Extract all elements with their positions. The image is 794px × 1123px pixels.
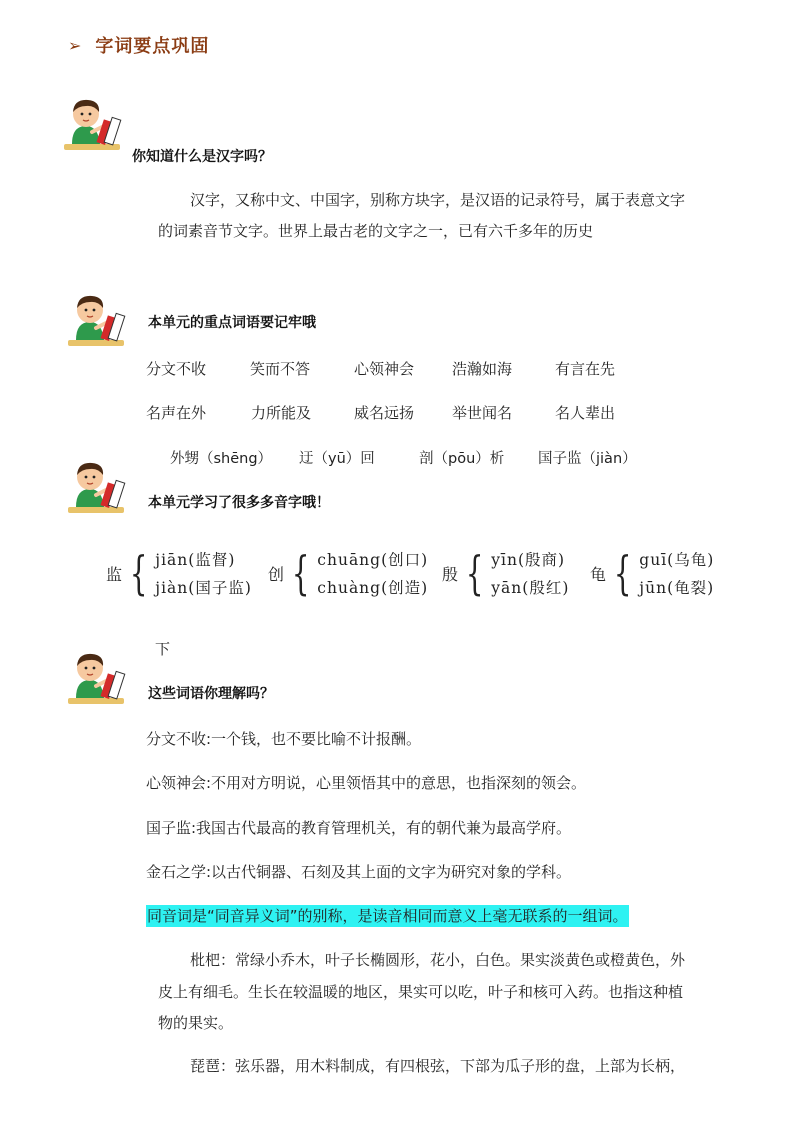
reading-boy-icon: [66, 292, 128, 350]
vocab-word: 举世闻名: [452, 404, 513, 422]
definition-item: 国子监:我国古代最高的教育管理机关，有的朝代兼为最高学府。: [146, 819, 572, 837]
pinyin-word: 外甥（shēng）: [170, 451, 273, 467]
pinyin-word: 剖（pōu）析: [419, 451, 505, 467]
polyphone-reading: jiān(监督): [155, 551, 236, 569]
polyphone-group: [442, 548, 569, 598]
reading-boy-icon: [66, 459, 128, 517]
polyphone-reading: yān(殷红): [491, 579, 570, 597]
question-understand-words: 这些词语你理解吗？: [148, 686, 274, 702]
vocab-word: 名人辈出: [555, 404, 616, 422]
vocab-word: 威名远扬: [354, 404, 415, 422]
pipa-line1: 琵琶：弦乐器，用木料制成，有四根弦，下部为瓜子形的盘，上部为长柄，: [190, 1057, 686, 1075]
brace-icon: {: [129, 546, 148, 600]
arrow-bullet-icon: ➢: [68, 35, 82, 55]
reading-boy-icon: [66, 650, 128, 708]
definition-item: 金石之学:以古代铜器、石刻及其上面的文字为研究对象的学科。: [146, 863, 572, 881]
hanzi-paragraph-line1: 汉字，又称中文、中国字，别称方块字，是汉语的记录符号，属于表意文字: [190, 191, 686, 209]
polyphone-group: [106, 548, 252, 598]
section-heading: [68, 32, 209, 58]
vocab-word: 分文不收: [146, 360, 207, 378]
polyphone-char: 龟: [590, 564, 607, 584]
hanzi-paragraph-line2: 的词素音节文字。世界上最古老的文字之一，已有六千多年的历史: [158, 222, 594, 240]
brace-icon: {: [465, 546, 484, 600]
polyphone-reading: yīn(殷商): [491, 551, 566, 569]
pinyin-word: 迂（yū）回: [299, 451, 375, 467]
polyphone-char: 监: [106, 564, 123, 584]
loquat-line2: 皮上有细毛。生长在较温暖的地区，果实可以吃，叶子和核可入药。也指这种植: [158, 983, 684, 1001]
loquat-line3: 物的果实。: [158, 1014, 234, 1032]
polyphone-char: 殷: [442, 564, 459, 584]
vocab-word: 笑而不答: [250, 360, 311, 378]
homophone-note: [146, 905, 629, 926]
polyphone-char: 创: [268, 564, 285, 584]
polyphone-reading: chuàng(创造): [317, 579, 429, 597]
reading-boy-icon: [62, 96, 124, 154]
brace-icon: {: [291, 546, 310, 600]
highlighted-text: 同音词是“同音异义词”的别称，是读音相同而意义上毫无联系的一组词。: [147, 907, 628, 925]
polyphone-reading: chuāng(创口): [317, 551, 429, 569]
question-hanzi: 你知道什么是汉字吗？: [132, 149, 272, 165]
question-polyphones: 本单元学习了很多多音字哦！: [148, 495, 330, 511]
polyphone-reading: jiàn(国子监): [155, 579, 252, 597]
section-title: 字词要点巩固: [95, 36, 210, 57]
loquat-line1: 枇杷：常绿小乔木，叶子长椭圆形，花小，白色。果实淡黄色或橙黄色，外: [190, 951, 686, 969]
vocab-word: 力所能及: [251, 404, 312, 422]
stray-character: 下: [155, 640, 171, 658]
vocab-word: 名声在外: [146, 404, 207, 422]
vocab-word: 浩瀚如海: [452, 360, 513, 378]
vocab-word: 有言在先: [555, 360, 616, 378]
question-key-words: 本单元的重点词语要记牢哦: [148, 315, 316, 331]
pinyin-word: 国子监（jiàn）: [538, 451, 637, 467]
polyphone-reading: jūn(龟裂): [639, 579, 715, 597]
polyphone-group: [590, 548, 714, 598]
definition-item: 分文不收:一个钱，也不要比喻不计报酬。: [146, 730, 422, 748]
polyphone-group: [268, 548, 428, 598]
brace-icon: {: [613, 546, 632, 600]
definition-item: 心领神会:不用对方明说，心里领悟其中的意思，也指深刻的领会。: [146, 774, 587, 792]
vocab-word: 心领神会: [354, 360, 415, 378]
polyphone-reading: guī(乌龟): [639, 551, 715, 569]
